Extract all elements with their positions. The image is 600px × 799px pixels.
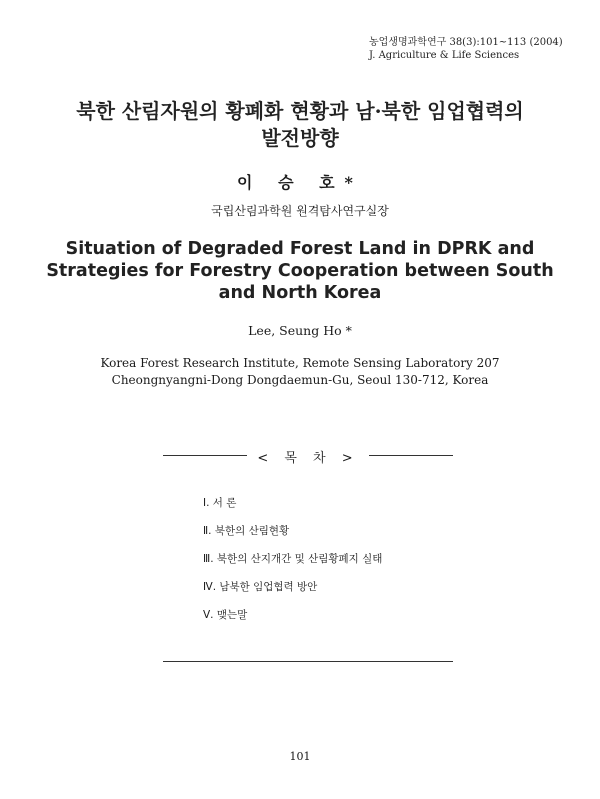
toc-item: Ⅲ. 북한의 산지개간 및 산림황폐지 실태 <box>203 553 383 565</box>
english-title-line-2: Strategies for Forestry Cooperation between South <box>46 261 554 281</box>
english-title-line-3: and North Korea <box>218 283 382 303</box>
korean-title-line-1: 북한 산림자원의 황폐화 현황과 남·북한 임업협력의 <box>76 99 524 123</box>
english-author: Lee, Seung Ho * <box>248 323 352 338</box>
table-of-contents <box>163 451 453 662</box>
journal-name: J. Agriculture & Life Sciences <box>369 50 520 61</box>
page-number: 101 <box>289 750 311 763</box>
toc-item: Ⅱ. 북한의 산림현황 <box>203 525 290 537</box>
toc-heading <box>163 447 453 466</box>
english-title <box>0 238 600 304</box>
toc-heading-text: < 목 차 > <box>247 451 368 466</box>
english-title-line-1: Situation of Degraded Forest Land in DPRK and <box>65 239 535 259</box>
toc-list <box>203 496 382 636</box>
korean-title-line-2: 발전방향 <box>261 126 339 150</box>
korean-author: 이 승 호* <box>237 173 363 192</box>
english-affiliation <box>0 355 600 389</box>
toc-item: Ⅴ. 맺는말 <box>203 609 248 621</box>
english-affiliation-line-2: Cheongnyangni-Dong Dongdaemun-Gu, Seoul 130-712, Korea <box>111 373 489 387</box>
english-affiliation-line-1: Korea Forest Research Institute, Remote Sensing Laboratory 207 <box>100 356 500 370</box>
journal-citation: 농업생명과학연구 38(3):101~113 (2004) <box>369 37 563 48</box>
toc-item: Ⅳ. 남북한 임업협력 방안 <box>203 581 318 593</box>
korean-title <box>0 98 600 152</box>
toc-item: Ⅰ. 서 론 <box>203 497 237 509</box>
journal-header <box>369 36 563 62</box>
korean-affiliation: 국립산림과학원 원격탐사연구실장 <box>211 204 389 218</box>
